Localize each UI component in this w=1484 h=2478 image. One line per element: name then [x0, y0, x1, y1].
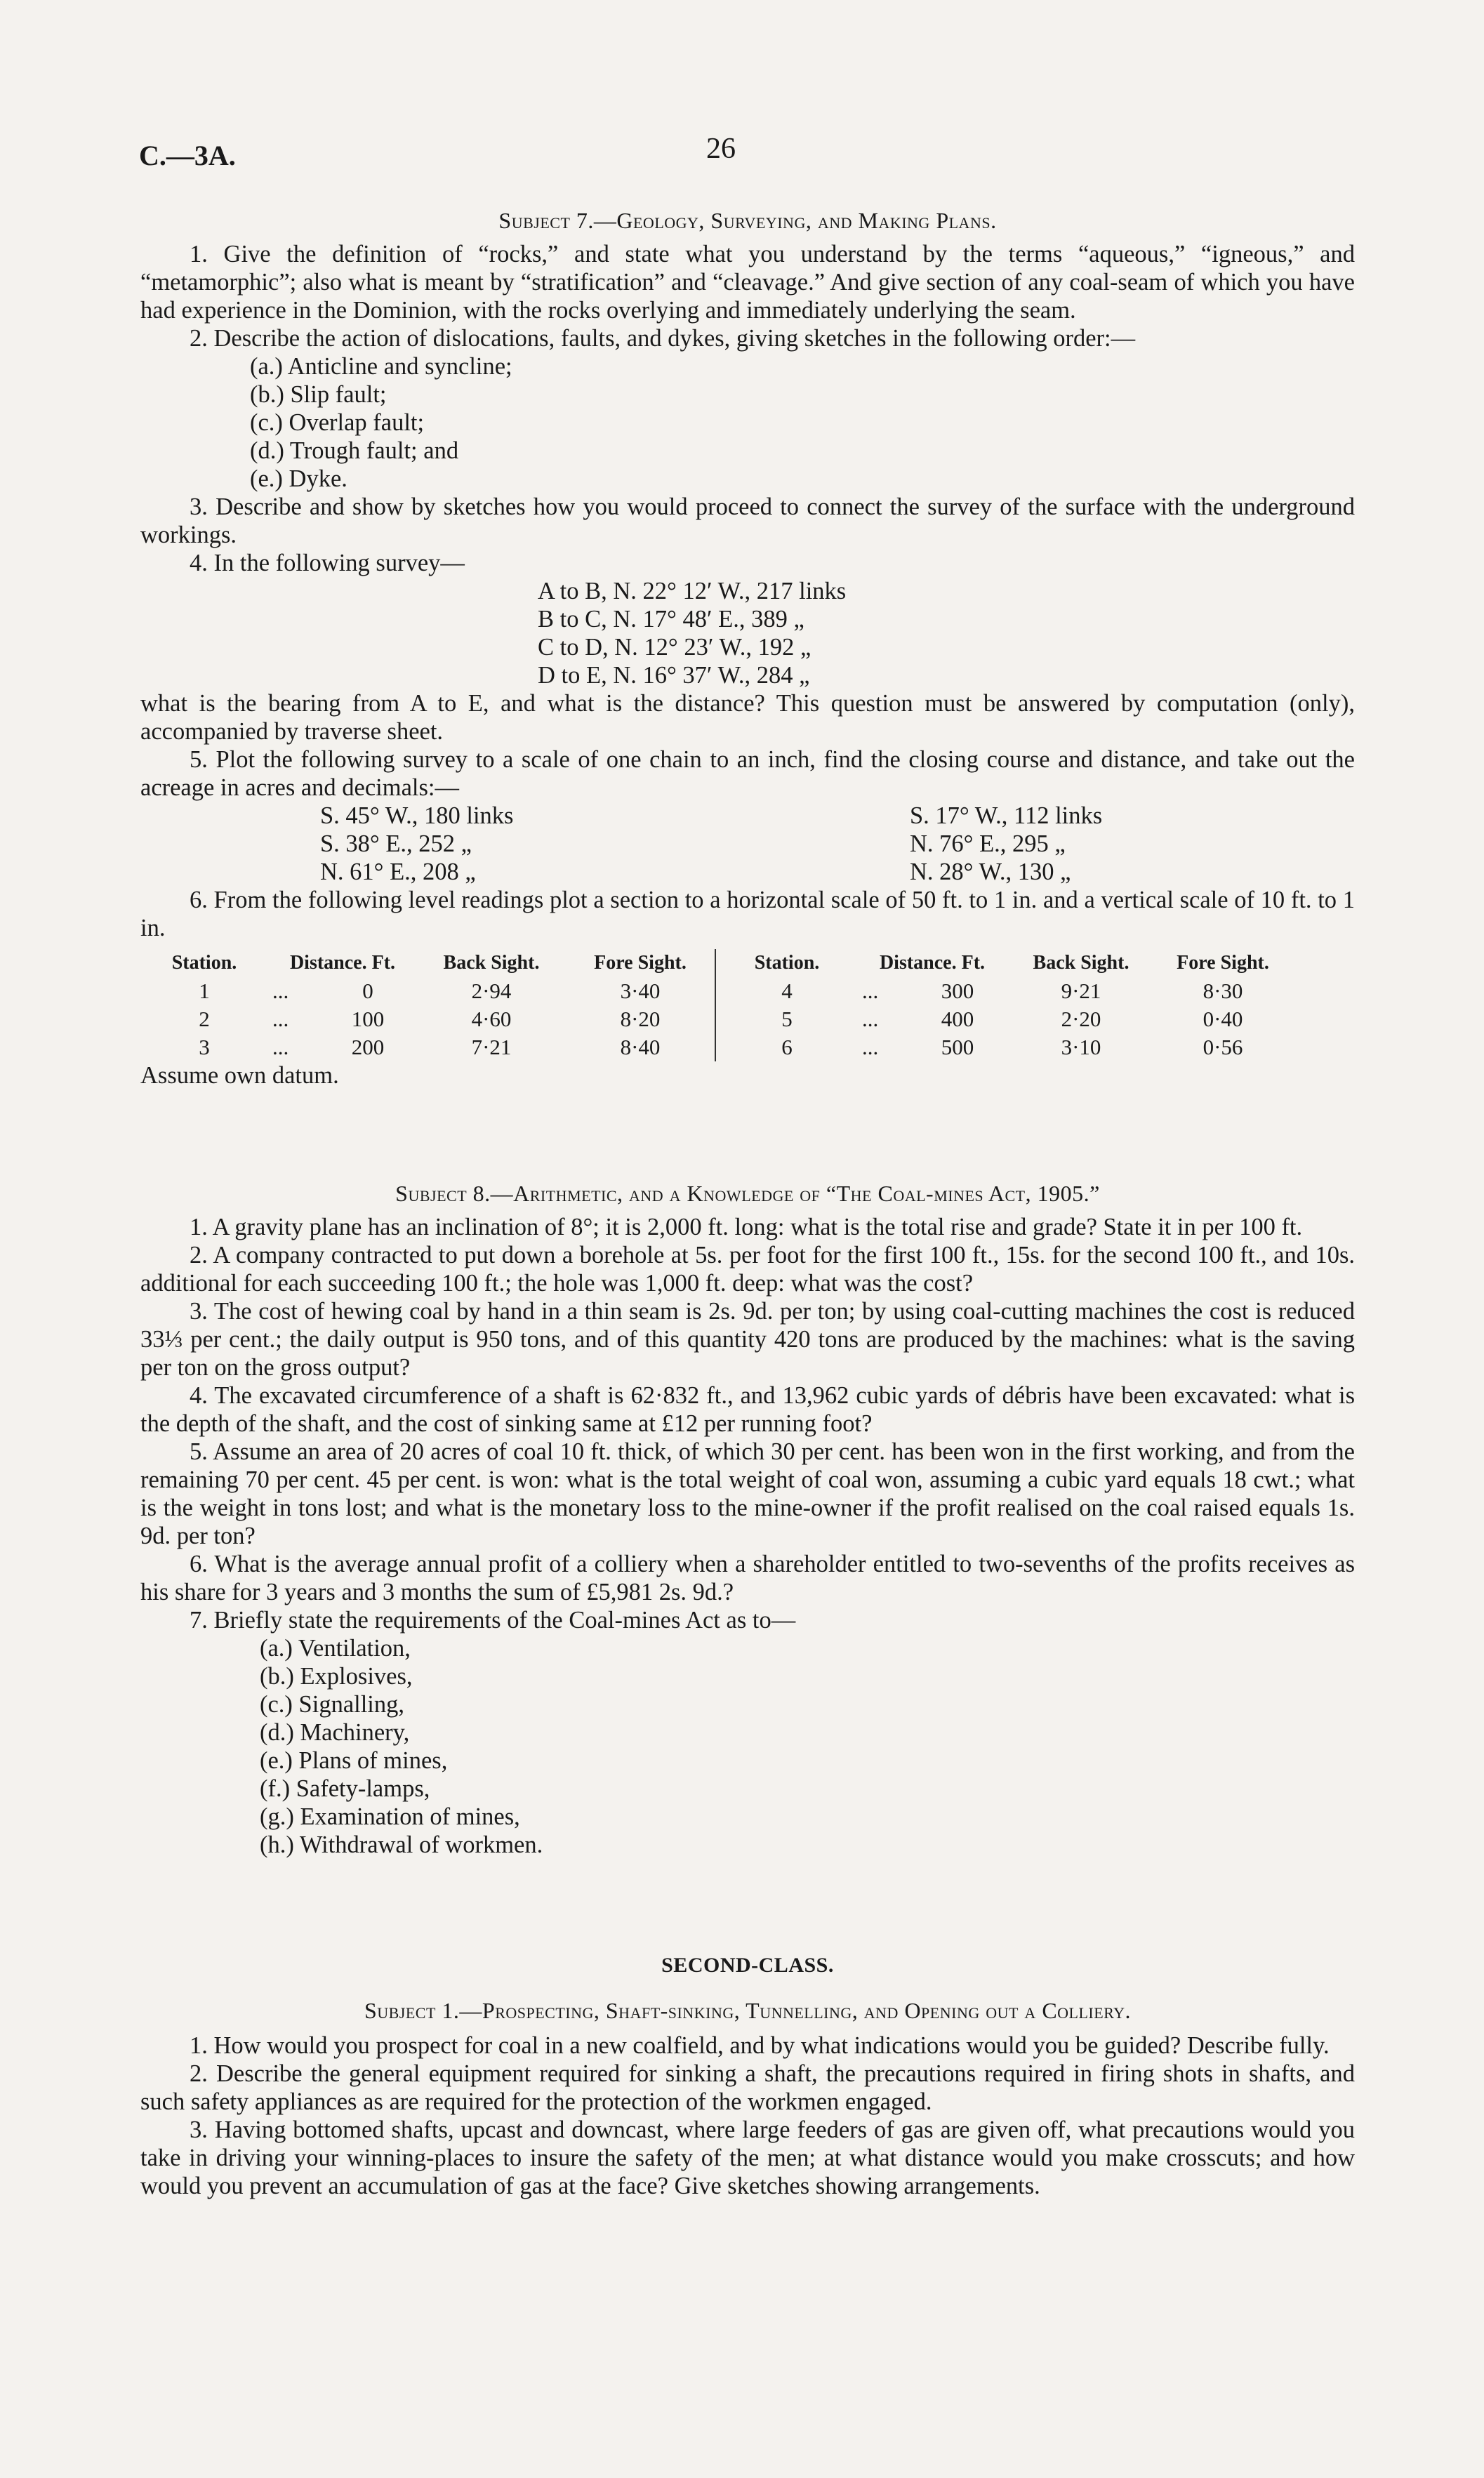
cell-back: 3·10 [1061, 1035, 1101, 1059]
cell-fore: 8·20 [620, 1007, 661, 1031]
list-item: (h.) Withdrawal of workmen. [260, 1831, 543, 1858]
cell-distance: 200 [351, 1035, 385, 1059]
cell-distance: 300 [941, 979, 974, 1003]
s7-question-4-intro: 4. In the following survey— [190, 550, 465, 576]
s7-question-2: 2. Describe the action of dislocations, faults, and dykes, giving sketches in the following order:— [190, 325, 1136, 352]
cell-distance: 500 [941, 1035, 974, 1059]
page-number: 26 [706, 133, 736, 165]
cell-station: 2 [199, 1007, 210, 1031]
s8-question-7: 7. Briefly state the requirements of the Coal-mines Act as to— [190, 1607, 796, 1634]
cell-station: 5 [715, 1005, 858, 1033]
col-distance: Distance. Ft. [289, 952, 396, 974]
cell-fore: 0·56 [1203, 1035, 1243, 1059]
survey-line: B to C, N. 17° 48′ E., 389 „ [538, 606, 804, 632]
subject8-heading: Subject 8.—Arithmetic, and a Knowledge of “The Coal-mines Act, 1905.” [395, 1181, 1100, 1206]
cell-station: 1 [199, 979, 210, 1003]
cell-station: 6 [715, 1033, 858, 1061]
level-table [140, 949, 1290, 1061]
list-item: (f.) Safety-lamps, [260, 1775, 430, 1802]
cell-distance: 0 [362, 979, 373, 1003]
s7-q2-list [140, 352, 1355, 493]
survey-line: A to B, N. 22° 12′ W., 217 links [538, 578, 847, 604]
s7-question-3: 3. Describe and show by sketches how you would proceed to connect the survey of the surface with the underground workings. [140, 493, 1355, 548]
table-header-row [140, 949, 1290, 977]
list-item: (b.) Slip fault; [250, 381, 387, 408]
cell-back: 4·60 [471, 1007, 512, 1031]
survey-line: N. 76° E., 295 „ [910, 830, 1066, 857]
s7-question-5: 5. Plot the following survey to a scale of one chain to an inch, find the closing course and distance, and take out the acreage in acres and decimals:— [140, 746, 1355, 801]
s7-q5-survey [140, 802, 1355, 886]
s8-question-6: 6. What is the average annual profit of a colliery when a shareholder entitled to two-sevenths of the profits receives as his share for 3 years and 3 months the sum of £5,981 2s. 9d.? [140, 1551, 1355, 1605]
list-item: (a.) Anticline and syncline; [250, 353, 512, 380]
survey-line: S. 17° W., 112 links [910, 802, 1103, 829]
second-class-title: SECOND-CLASS. [661, 1954, 834, 1977]
col-fore-sight: Fore Sight. [594, 952, 687, 974]
s8-question-3: 3. The cost of hewing coal by hand in a thin seam is 2s. 9d. per ton; by using coal-cutting machines the cost is reduced 33⅓ per cent.; the daily output is 950 tons, and of this quantity 420 tons are produced by the machines: what is the saving per ton on the gross output? [140, 1298, 1355, 1381]
s7-survey-lines [140, 577, 1355, 689]
survey-line: S. 38° E., 252 „ [320, 830, 472, 857]
col-fore-sight: Fore Sight. [1177, 952, 1269, 974]
col-distance: Distance. Ft. [879, 952, 986, 974]
cell-distance: 400 [941, 1007, 974, 1031]
second-class-section [140, 1952, 1355, 2200]
survey-line: N. 28° W., 130 „ [910, 859, 1071, 885]
sc-question-3: 3. Having bottomed shafts, upcast and downcast, where large feeders of gas are given off, what precautions would you take in driving your winning-places to insure the safety of the men; at what distance would you make crosscuts; and how would you prevent an accumulation of gas at the face? Give sketches showing arrangements. [140, 2116, 1355, 2199]
s8-question-5: 5. Assume an area of 20 acres of coal 10 ft. thick, of which 30 per cent. has been won in the first working, and from the remaining 70 per cent. 45 per cent. is won: what is the total weight of coal won, assuming a cubic yard equals 18 cwt.; what is the weight in tons lost; and what is the monetary loss to the mine-owner if the profit realised on the coal raised equals 1s. 9d. per ton? [140, 1438, 1355, 1549]
cell-leader: ... [272, 1035, 289, 1059]
cell-fore: 3·40 [620, 979, 661, 1003]
cell-back: 2·94 [471, 979, 512, 1003]
col-station: Station. [171, 952, 237, 974]
list-item: (b.) Explosives, [260, 1663, 413, 1690]
list-item: (c.) Signalling, [260, 1691, 405, 1718]
s7-question-1: 1. Give the definition of “rocks,” and state what you understand by the terms “aqueous,” “igneous,” and “metamorphic”; also what is meant by “stratification” and “cleavage.” And give section of any coal-seam of which you have had experience in the Dominion, with the rocks overlying and immediately underlying the seam. [140, 241, 1355, 324]
cell-back: 9·21 [1061, 979, 1101, 1003]
survey-line: N. 61° E., 208 „ [320, 859, 476, 885]
col-back-sight: Back Sight. [443, 952, 540, 974]
cell-fore: 8·30 [1203, 979, 1243, 1003]
cell-fore: 0·40 [1203, 1007, 1243, 1031]
s7-datum-note: Assume own datum. [140, 1062, 339, 1089]
list-item: (d.) Trough fault; and [250, 437, 459, 464]
cell-back: 2·20 [1061, 1007, 1101, 1031]
list-item: (g.) Examination of mines, [260, 1803, 520, 1830]
cell-leader: ... [272, 979, 289, 1003]
cell-distance: 100 [351, 1007, 385, 1031]
table-row [140, 977, 1290, 1005]
document-code: C.—3A. [139, 140, 236, 171]
subject7-section [140, 206, 1355, 1089]
list-item: (a.) Ventilation, [260, 1635, 411, 1662]
cell-leader: ... [862, 979, 879, 1003]
cell-leader: ... [862, 1007, 879, 1031]
cell-leader: ... [862, 1035, 879, 1059]
list-item: (e.) Dyke. [250, 465, 347, 492]
table-row [140, 1033, 1290, 1061]
cell-station: 3 [199, 1035, 210, 1059]
s8-question-4: 4. The excavated circumference of a shaft is 62·832 ft., and 13,962 cubic yards of débris have been excavated: what is the depth of the shaft, and the cost of sinking same at £12 per running foot? [140, 1382, 1355, 1437]
sc-question-1: 1. How would you prospect for coal in a new coalfield, and by what indications would you be guided? Describe fully. [190, 2032, 1330, 2059]
survey-line: D to E, N. 16° 37′ W., 284 „ [538, 662, 810, 689]
col-back-sight: Back Sight. [1033, 952, 1129, 974]
s7-question-4-rest: what is the bearing from A to E, and what is the distance? This question must be answered by computation (only), accompanied by traverse sheet. [140, 690, 1355, 745]
survey-line: C to D, N. 12° 23′ W., 192 „ [538, 634, 811, 661]
s8-q7-list [140, 1634, 1355, 1859]
s8-question-1: 1. A gravity plane has an inclination of 8°; it is 2,000 ft. long: what is the total rise and grade? State it in per 100 ft. [190, 1214, 1303, 1240]
list-item: (e.) Plans of mines, [260, 1747, 448, 1774]
cell-fore: 8·40 [620, 1035, 661, 1059]
list-item: (c.) Overlap fault; [250, 409, 425, 436]
sc-question-2: 2. Describe the general equipment required for sinking a shaft, the precautions required in firing shots in shafts, and such safety appliances as are required for the protection of the workmen engaged. [140, 2060, 1355, 2115]
subject7-heading: Subject 7.—Geology, Surveying, and Making Plans. [498, 208, 997, 233]
s7-question-6: 6. From the following level readings plot a section to a horizontal scale of 50 ft. to 1 in. and a vertical scale of 10 ft. to 1 in. [140, 887, 1355, 941]
list-item: (d.) Machinery, [260, 1719, 410, 1746]
cell-back: 7·21 [471, 1035, 512, 1059]
second-class-heading: Subject 1.—Prospecting, Shaft-sinking, Tunnelling, and Opening out a Colliery. [364, 1998, 1132, 2023]
cell-station: 4 [715, 977, 858, 1005]
subject8-section [140, 1179, 1355, 1859]
table-row [140, 1005, 1290, 1033]
col-station: Station. [715, 949, 858, 977]
s8-question-2: 2. A company contracted to put down a borehole at 5s. per foot for the first 100 ft., 15s. for the second 100 ft., and 10s. additional for each succeeding 100 ft.; the hole was 1,000 ft. deep: what was the cost? [140, 1242, 1355, 1297]
cell-leader: ... [272, 1007, 289, 1031]
survey-line: S. 45° W., 180 links [320, 802, 514, 829]
